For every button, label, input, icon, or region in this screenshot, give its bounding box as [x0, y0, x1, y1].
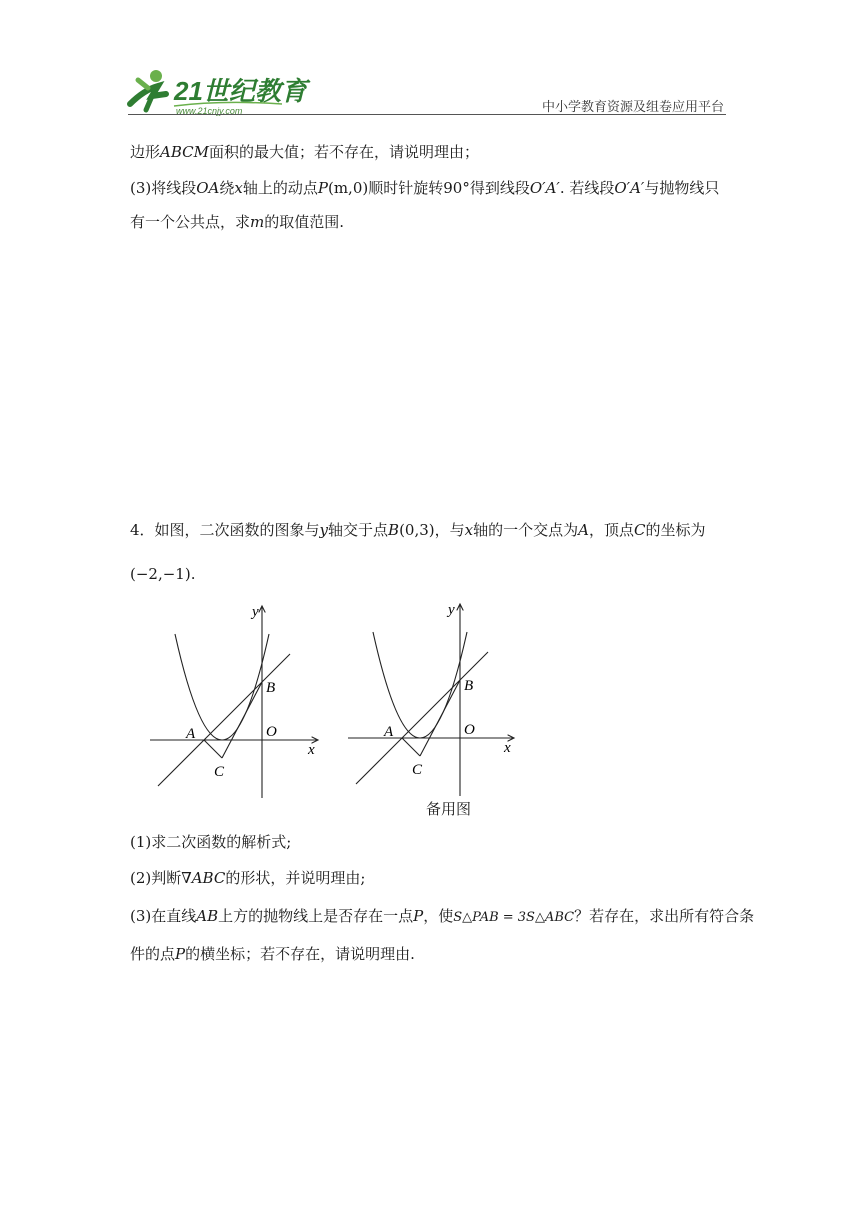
- figure-2: [342, 598, 522, 806]
- q4-part-3-line-1: (3)在直线AB上方的抛物线上是否存在一点P，使S△PAB = 3S△ABC？若存在，求出所有符合条: [130, 907, 755, 925]
- segment-cb: [420, 680, 460, 756]
- q3-line-2: (3)将线段OA绕x轴上的动点P(m,0)顺时针旋转90°得到线段O′A′. 若线段O′A′与抛物线只: [130, 179, 720, 197]
- segment-cb: [222, 682, 262, 758]
- q4-stem-2: (−2,−1).: [130, 565, 196, 583]
- point-b-label: B: [464, 678, 474, 694]
- segment-ac: [402, 738, 420, 756]
- segment-ac: [204, 740, 222, 758]
- q4-part-2: (2)判断∇ABC的形状，并说明理由;: [130, 869, 366, 887]
- y-label: y: [448, 602, 455, 618]
- header-divider: [128, 114, 726, 115]
- logo-text: 21世纪教育: [174, 76, 307, 106]
- origin-label: O: [266, 724, 277, 740]
- point-a-label: A: [186, 726, 196, 742]
- x-label: x: [504, 740, 511, 756]
- logo-url: www.21cnjy.com: [176, 106, 243, 116]
- origin-label: O: [464, 722, 475, 738]
- q4-stem-1: 4．如图，二次函数的图象与y轴交于点B(0,3)，与x轴的一个交点为A，顶点C的坐标为: [130, 521, 706, 539]
- x-label: x: [308, 742, 315, 758]
- point-b-label: B: [266, 680, 276, 696]
- parabola: [175, 634, 269, 740]
- y-label: y: [252, 604, 259, 620]
- platform-name: 中小学教育资源及组卷应用平台: [541, 100, 724, 115]
- q4-part-1: (1)求二次函数的解析式;: [130, 833, 292, 851]
- q3-line-1: 边形ABCM面积的最大值；若不存在，请说明理由；: [130, 143, 480, 161]
- parabola: [373, 632, 467, 738]
- q3-line-3: 有一个公共点，求m的取值范围.: [130, 213, 345, 231]
- figure-2-caption: 备用图: [426, 800, 472, 818]
- point-c-label: C: [214, 764, 225, 780]
- q4-part-3-line-2: 件的点P的横坐标；若不存在，请说明理由.: [130, 945, 415, 963]
- point-c-label: C: [412, 762, 423, 778]
- point-a-label: A: [384, 724, 394, 740]
- figure-1: [144, 598, 324, 806]
